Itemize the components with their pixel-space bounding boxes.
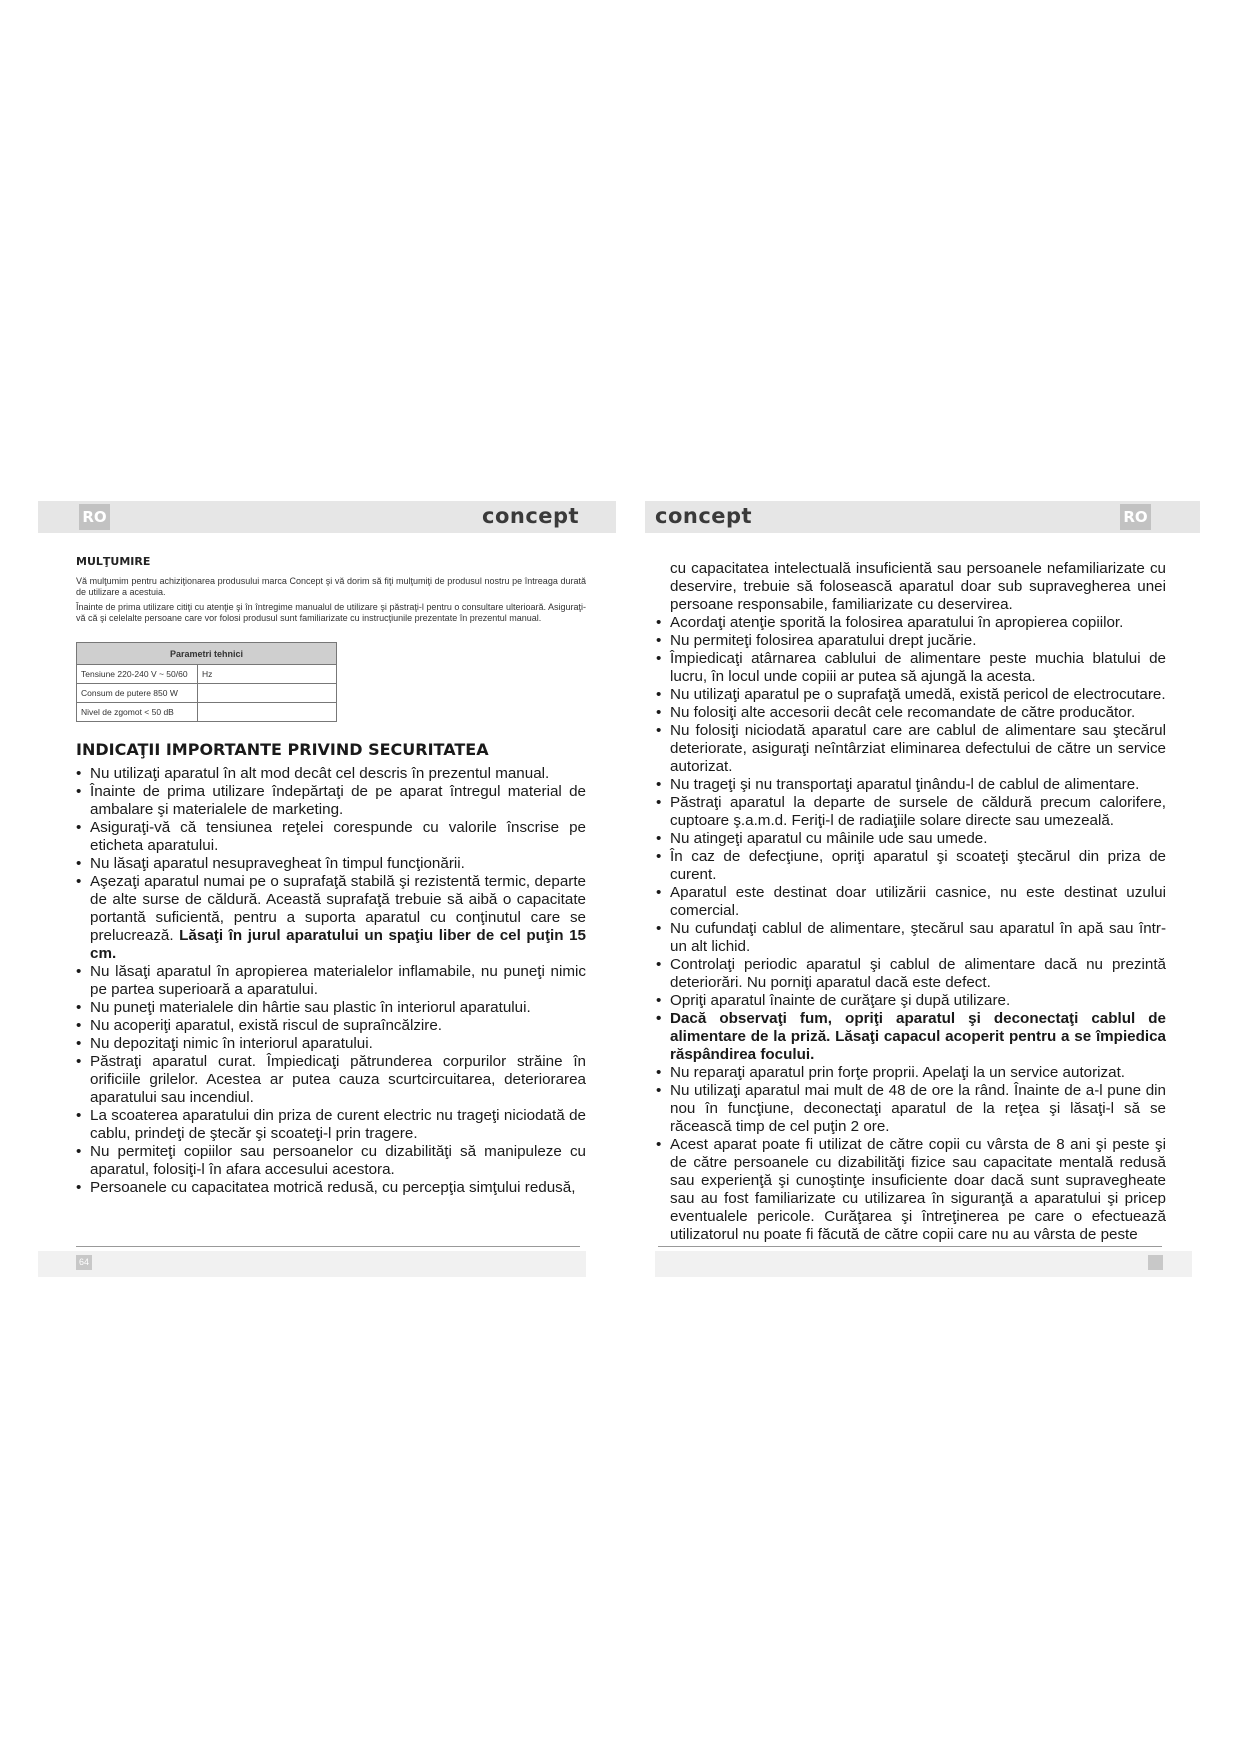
list-item: • Împiedicaţi atârnarea cablului de alimentare peste muchia blatului de lucru, în locul unde copiii ar putea să ajungă la acesta.	[656, 650, 1166, 686]
safety-title: INDICAŢII IMPORTANTE PRIVIND SECURITATEA	[76, 740, 489, 759]
right-page	[656, 560, 1166, 1244]
footer-divider-right	[658, 1246, 1162, 1247]
list-item: • Nu utilizaţi aparatul pe o suprafaţă umedă, există pericol de electrocutare.	[656, 686, 1166, 704]
list-item-bold-text: Lăsaţi în jurul aparatului un spaţiu liber de cel puţin 15 cm.	[90, 927, 586, 962]
list-item: • Nu acoperiţi aparatul, există riscul de supraîncălzire.	[76, 1017, 586, 1035]
list-item: • Acordaţi atenţie sporită la folosirea aparatului în apropierea copiilor.	[656, 614, 1166, 632]
list-item: • Nu reparaţi aparatul prin forţe proprii. Apelaţi la un service autorizat.	[656, 1064, 1166, 1082]
list-item: • Nu folosiţi niciodată aparatul care are cablul de alimentare sau ştecărul deteriorate, asiguraţi neîntârziat eliminarea defectului de către un service autorizat.	[656, 722, 1166, 776]
param-label: Consum de putere 850 W	[77, 684, 198, 703]
param-label: Nivel de zgomot < 50 dB	[77, 703, 198, 722]
brand-logo-left: concept	[482, 504, 580, 528]
list-item: • Nu utilizaţi aparatul mai mult de 48 de ore la rând. Înainte de a-l pune din nou în funcţiune, deconectaţi aparatul de la reţea şi lăsaţi-l să se răcească timp de cel puţin 2 ore.	[656, 1082, 1166, 1136]
list-item: • Nu permiteţi folosirea aparatului drept jucărie.	[656, 632, 1166, 650]
brand-logo-right: concept	[655, 504, 753, 528]
table-row	[77, 665, 337, 684]
list-item: • Nu atingeţi aparatul cu mâinile ude sau umede.	[656, 830, 1166, 848]
list-item: • Nu depozitaţi nimic în interiorul aparatului.	[76, 1035, 586, 1053]
param-value: Hz	[198, 665, 337, 684]
thanks-paragraph-1: Vă mulţumim pentru achiziţionarea produsului marca Concept şi vă dorim să fiţi mulţumiţi de produsul nostru pe întreaga durată de utilizare a acestuia.	[76, 576, 586, 597]
list-item: • Nu trageţi şi nu transportaţi aparatul ţinându-l de cablul de alimentare.	[656, 776, 1166, 794]
left-page	[76, 555, 586, 1197]
list-item: • Persoanele cu capacitatea motrică redusă, cu percepţia simţului redusă,	[76, 1179, 586, 1197]
list-item: • La scoaterea aparatului din priza de curent electric nu trageţi niciodată de cablu, prindeţi de ştecăr şi scoateţi-l prin tragere.	[76, 1107, 586, 1143]
table-row	[77, 684, 337, 703]
safety-list-left	[76, 765, 586, 1197]
footer-divider-left	[76, 1246, 580, 1247]
param-value	[198, 684, 337, 703]
parameters-table-header: Parametri tehnici	[77, 643, 337, 665]
list-item: • Aparatul este destinat doar utilizării casnice, nu este destinat uzului comercial.	[656, 884, 1166, 920]
param-value	[198, 703, 337, 722]
list-item: • Acest aparat poate fi utilizat de către copii cu vârsta de 8 ani şi peste şi de către persoanele cu dizabilităţi fizice sau capacitate mentală redusă sau experienţă şi cunoştinţe insuficiente doar dacă sunt supravegheate sau au fost familiarizate cu utilizarea în siguranţă a aparatului şi pricep eventualele pericole. Curăţarea şi întreţinerea pe care o efectuează utilizatorul nu poate fi făcută de către copii care nu au vârsta de peste	[656, 1136, 1166, 1244]
footer-band-right	[655, 1251, 1192, 1277]
list-item: • Înainte de prima utilizare îndepărtaţi de pe aparat întregul material de ambalare şi materialele de marketing.	[76, 783, 586, 819]
list-item: • Nu lăsaţi aparatul nesupravegheat în timpul funcţionării.	[76, 855, 586, 873]
list-item: • Asiguraţi-vă că tensiunea reţelei corespunde cu valorile înscrise pe eticheta aparatului.	[76, 819, 586, 855]
param-label: Tensiune 220-240 V ~ 50/60	[77, 665, 198, 684]
safety-list-right	[656, 614, 1166, 1244]
parameters-table	[76, 642, 337, 722]
list-item: • Controlaţi periodic aparatul şi cablul de alimentare dacă nu prezintă deteriorări. Nu porniţi aparatul dacă este defect.	[656, 956, 1166, 992]
list-item: • Păstraţi aparatul curat. Împiedicaţi pătrunderea corpurilor străine în orificiile grilelor. Acestea ar putea cauza scurtcircuitarea, deteriorarea aparatului sau incendiul.	[76, 1053, 586, 1107]
page-number-box-right	[1148, 1255, 1163, 1270]
language-badge-right: RO	[1120, 504, 1151, 530]
list-item: • În caz de defecţiune, opriţi aparatul şi scoateţi ştecărul din priza de curent.	[656, 848, 1166, 884]
language-badge-left: RO	[79, 504, 110, 530]
list-item: • Nu folosiţi alte accesorii decât cele recomandate de către producător.	[656, 704, 1166, 722]
list-item: • Nu permiteţi copiilor sau persoanelor cu dizabilităţi să manipuleze cu aparatul, folosiţi-l în afara accesului acestora.	[76, 1143, 586, 1179]
continuation-text: cu capacitatea intelectuală insuficientă sau persoanele nefamiliarizate cu deservire, trebuie să folosească aparatul doar sub supravegherea unei persoane responsabile, familiarizate cu deservirea.	[670, 560, 1166, 613]
list-item: • Nu puneţi materialele din hârtie sau plastic în interiorul aparatului.	[76, 999, 586, 1017]
footer-band-left	[38, 1251, 586, 1277]
table-row	[77, 703, 337, 722]
list-item	[76, 873, 586, 963]
thanks-paragraph-2: Înainte de prima utilizare citiţi cu atenţie şi în întregime manualul de utilizare şi păstraţi-l pentru o consultare ulterioară. Asiguraţi-vă că şi celelalte persoane care vor folosi produsul sunt familiarizate cu instrucţiunile prezentate în prezentul manual.	[76, 602, 586, 623]
list-item: • Păstraţi aparatul la departe de sursele de căldură precum calorifere, cuptoare ş.a.m.d. Feriţi-l de radiaţiile solare directe sau umezeală.	[656, 794, 1166, 830]
list-item: • Nu lăsaţi aparatul în apropierea materialelor inflamabile, nu puneţi nimic pe partea superioară a aparatului.	[76, 963, 586, 999]
list-item-text: Aşezaţi aparatul numai pe o suprafaţă stabilă şi rezistentă termic, departe de alte surse de căldură. Această suprafaţă trebuie să aibă o capacitate portantă suficientă, pentru a suporta aparatul cu conţinutul care se prelucrează.	[90, 873, 586, 944]
list-item: • Opriţi aparatul înainte de curăţare şi după utilizare.	[656, 992, 1166, 1010]
thanks-title: MULŢUMIRE	[76, 555, 151, 568]
page-number: 64	[76, 1255, 92, 1270]
list-item: • Nu utilizaţi aparatul în alt mod decât cel descris în prezentul manual.	[76, 765, 586, 783]
list-item: • Nu cufundaţi cablul de alimentare, ştecărul sau aparatul în apă sau într-un alt lichid.	[656, 920, 1166, 956]
list-item-bold: • Dacă observaţi fum, opriţi aparatul şi deconectaţi cablul de alimentare de la priză. Lăsaţi capacul acoperit pentru a se împiedica răspândirea focului.	[656, 1010, 1166, 1064]
